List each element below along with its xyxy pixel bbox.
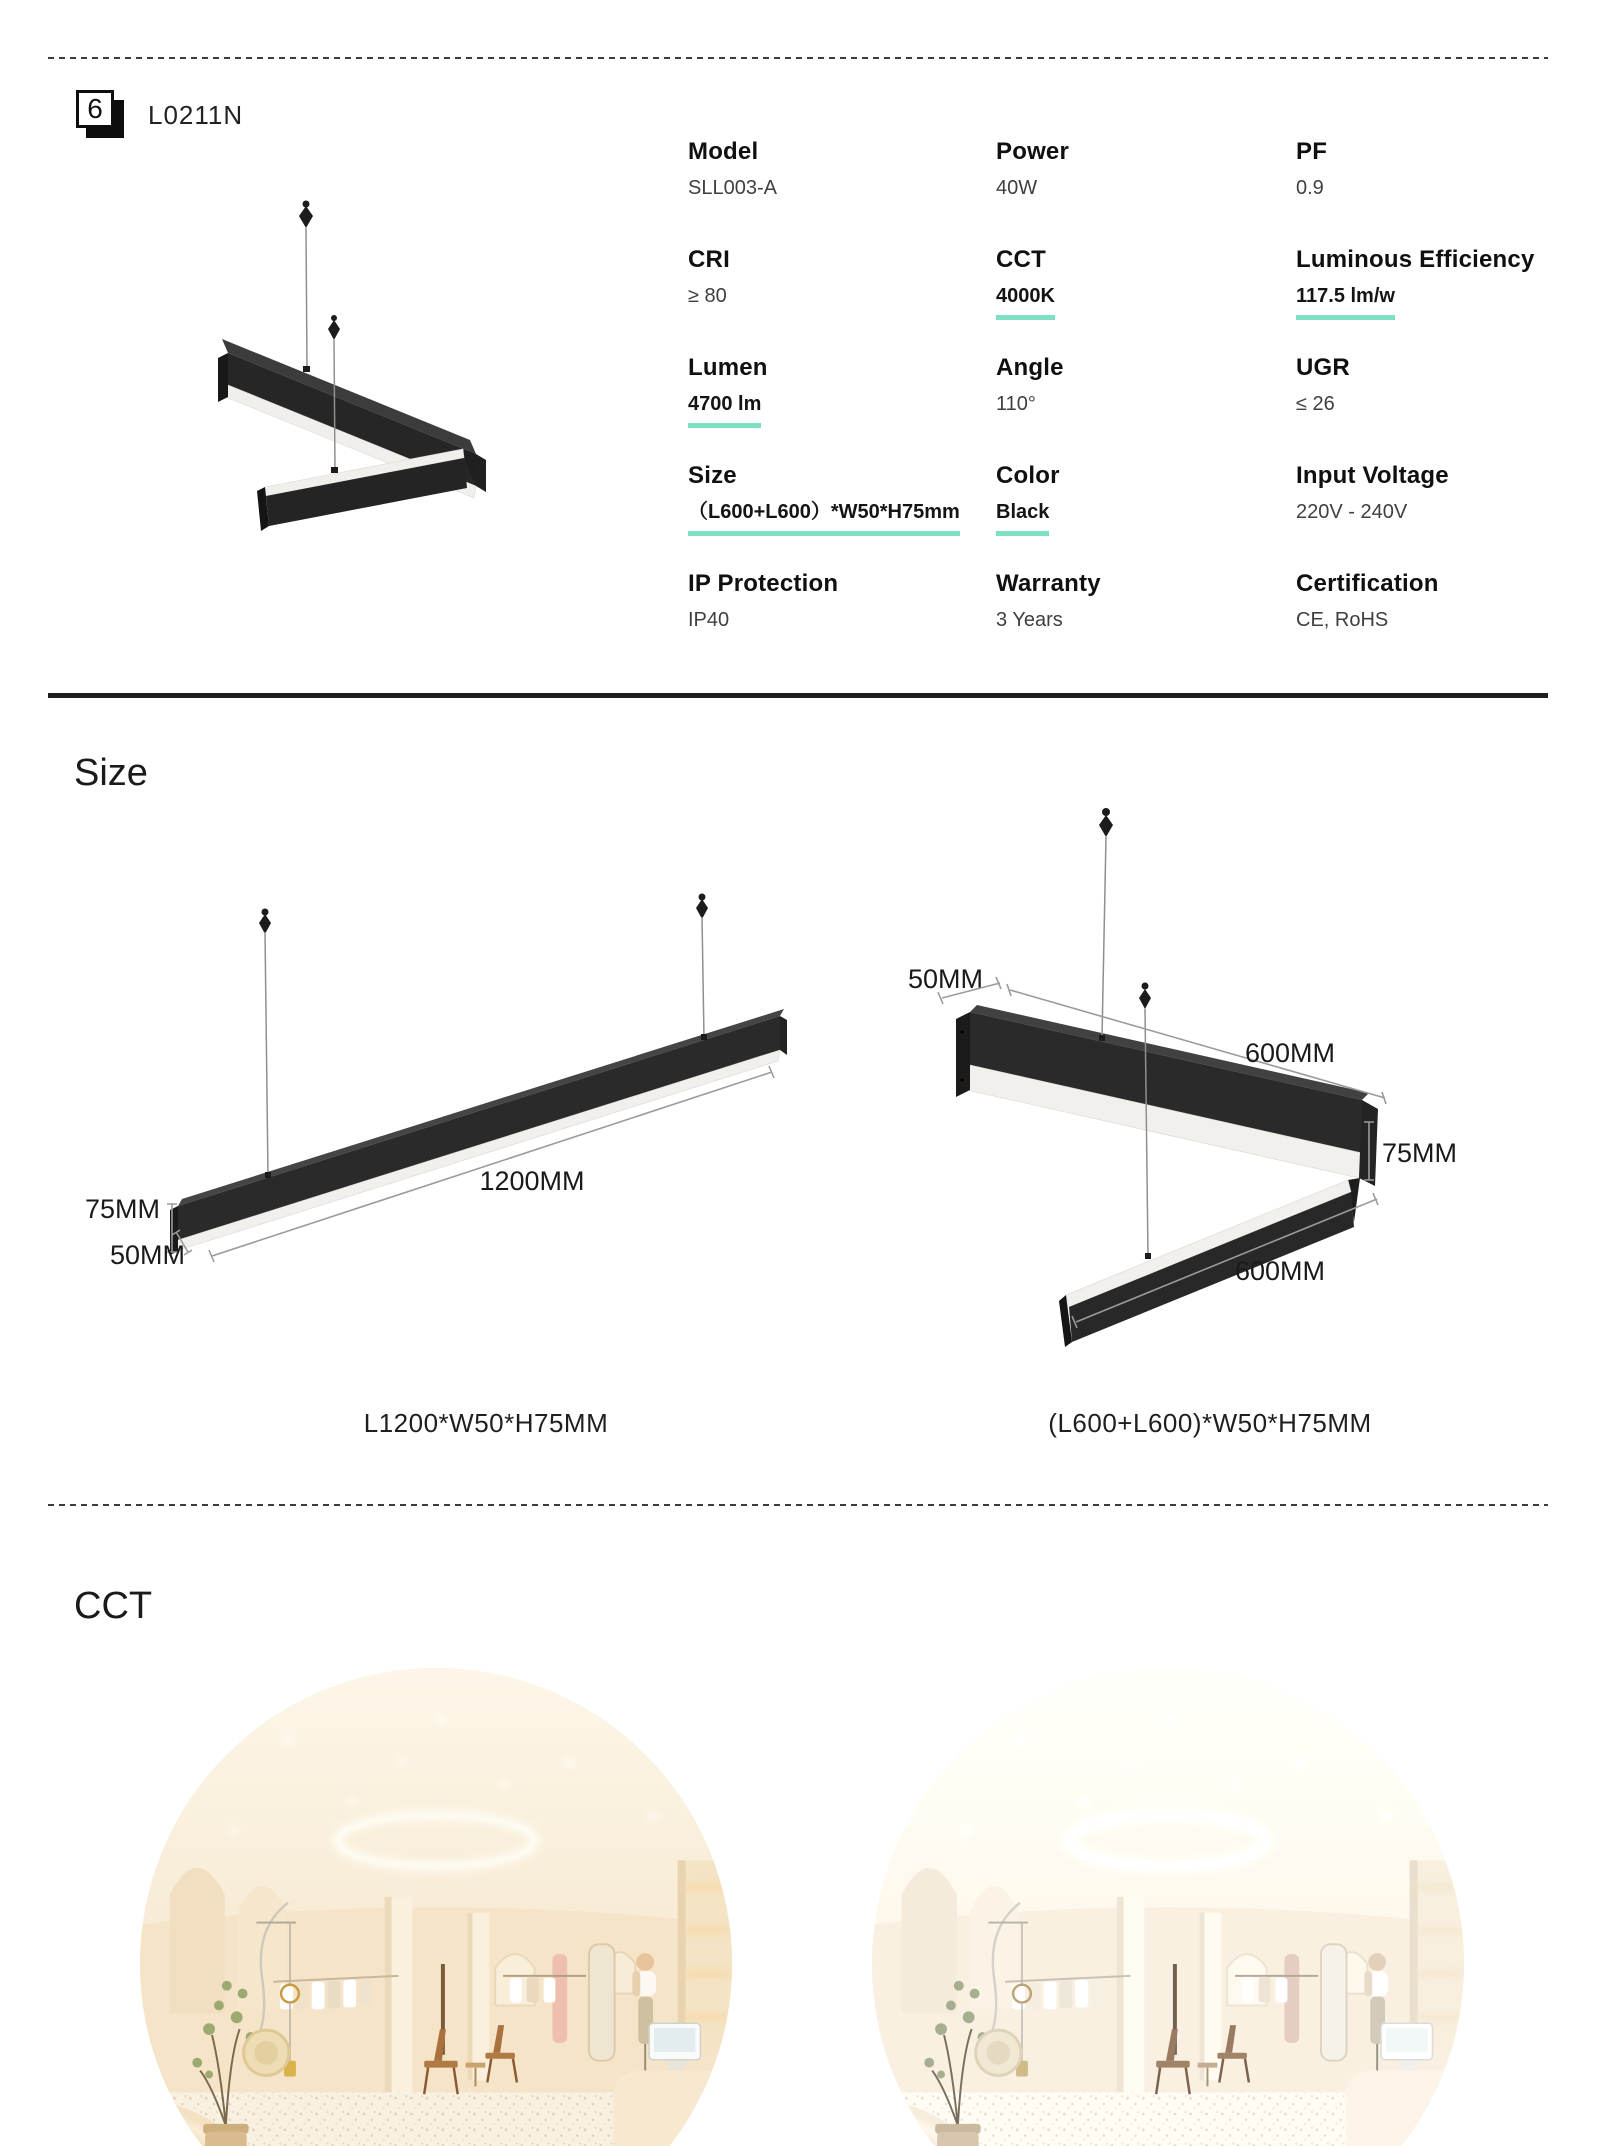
cct-section-heading: CCT (74, 1585, 153, 1627)
spec-value: 220V - 240V (1296, 501, 1408, 524)
index-badge (76, 90, 126, 140)
spec-value: 117.5 lm/w (1296, 284, 1550, 320)
spec-luminous-efficiency (1296, 247, 1550, 355)
spec-label: CRI (688, 246, 730, 273)
suspension-wire (306, 228, 307, 369)
linear-bar (170, 1009, 787, 1255)
ceiling-anchor-icon (696, 894, 708, 920)
product-hero-image (180, 190, 530, 570)
ceiling-anchor-icon (299, 201, 313, 229)
height-dimension-label: 75MM (84, 1194, 160, 1224)
spec-lumen (688, 355, 996, 463)
spec-value: 4000K (996, 284, 1296, 320)
spec-power (996, 139, 1296, 247)
spec-label: UGR (1296, 354, 1350, 381)
spec-label: IP Protection (688, 570, 839, 597)
spec-label: Lumen (688, 354, 768, 381)
spec-label: Color (996, 462, 1060, 489)
height-dimension-label: 75MM (1382, 1138, 1458, 1168)
spec-value: 110° (996, 393, 1036, 416)
length-dimension-label: 1200MM (479, 1166, 585, 1196)
spec-color (996, 463, 1296, 571)
lower-bar (257, 449, 476, 531)
upper-bar (956, 1005, 1378, 1186)
linear-caption: L1200*W50*H75MM (363, 1408, 609, 1438)
vshape-size-diagram (880, 790, 1500, 1350)
spec-label: Luminous Efficiency (1296, 246, 1535, 273)
spec-ip-protection (688, 571, 996, 679)
spec-cct (996, 247, 1296, 355)
ceiling-anchor-icon (328, 315, 340, 340)
spec-label: Model (688, 138, 759, 165)
spec-angle (996, 355, 1296, 463)
spec-grid (688, 139, 1550, 679)
vshape-caption: (L600+L600)*W50*H75MM (1048, 1408, 1372, 1438)
cct-photo-warm (140, 1668, 732, 2146)
width-dimension-label: 50MM (908, 964, 984, 994)
spec-value: IP40 (688, 609, 730, 632)
spec-value: Black (996, 500, 1296, 536)
index-badge-number: 6 (76, 90, 114, 128)
top-length-dimension-label: 600MM (1244, 1038, 1336, 1068)
spec-value: 0.9 (1296, 177, 1324, 200)
top-dotted-divider (48, 57, 1548, 59)
spec-value: （L600+L600）*W50*H75mm (688, 500, 996, 536)
spec-value: 3 Years (996, 609, 1063, 632)
spec-model (688, 139, 996, 247)
suspension-wire (334, 340, 335, 470)
spec-label: Size (688, 462, 737, 489)
linear-size-diagram (80, 860, 840, 1310)
spec-label: Input Voltage (1296, 462, 1449, 489)
spec-certification (1296, 571, 1550, 679)
spec-input-voltage (1296, 463, 1550, 571)
width-dimension-label: 50MM (110, 1240, 186, 1270)
section-divider (48, 693, 1548, 698)
ceiling-anchor-icon (1099, 808, 1113, 837)
spec-value: ≥ 80 (688, 285, 727, 308)
spec-label: PF (1296, 138, 1328, 165)
spec-label: Warranty (996, 570, 1101, 597)
spec-label: Power (996, 138, 1070, 165)
store-interior-neutral (872, 1668, 1464, 2146)
ceiling-anchor-icon (1139, 983, 1151, 1010)
product-code: L0211N (148, 100, 244, 130)
spec-ugr (1296, 355, 1550, 463)
spec-label: Certification (1296, 570, 1439, 597)
spec-cri (688, 247, 996, 355)
spec-value: SLL003-A (688, 177, 777, 200)
size-section-heading: Size (74, 752, 148, 794)
spec-size (688, 463, 996, 571)
spec-label: Angle (996, 354, 1064, 381)
spec-label: CCT (996, 246, 1046, 273)
spec-warranty (996, 571, 1296, 679)
cct-dotted-divider (48, 1504, 1548, 1506)
store-interior-warm (140, 1668, 732, 2146)
spec-value: CE, RoHS (1296, 609, 1389, 632)
spec-pf (1296, 139, 1550, 247)
spec-value: ≤ 26 (1296, 393, 1335, 416)
spec-value: 40W (996, 177, 1038, 200)
ceiling-anchor-icon (259, 909, 271, 935)
spec-value: 4700 lm (688, 392, 996, 428)
bottom-length-dimension-label: 600MM (1234, 1256, 1326, 1286)
cct-photo-neutral (872, 1668, 1464, 2146)
